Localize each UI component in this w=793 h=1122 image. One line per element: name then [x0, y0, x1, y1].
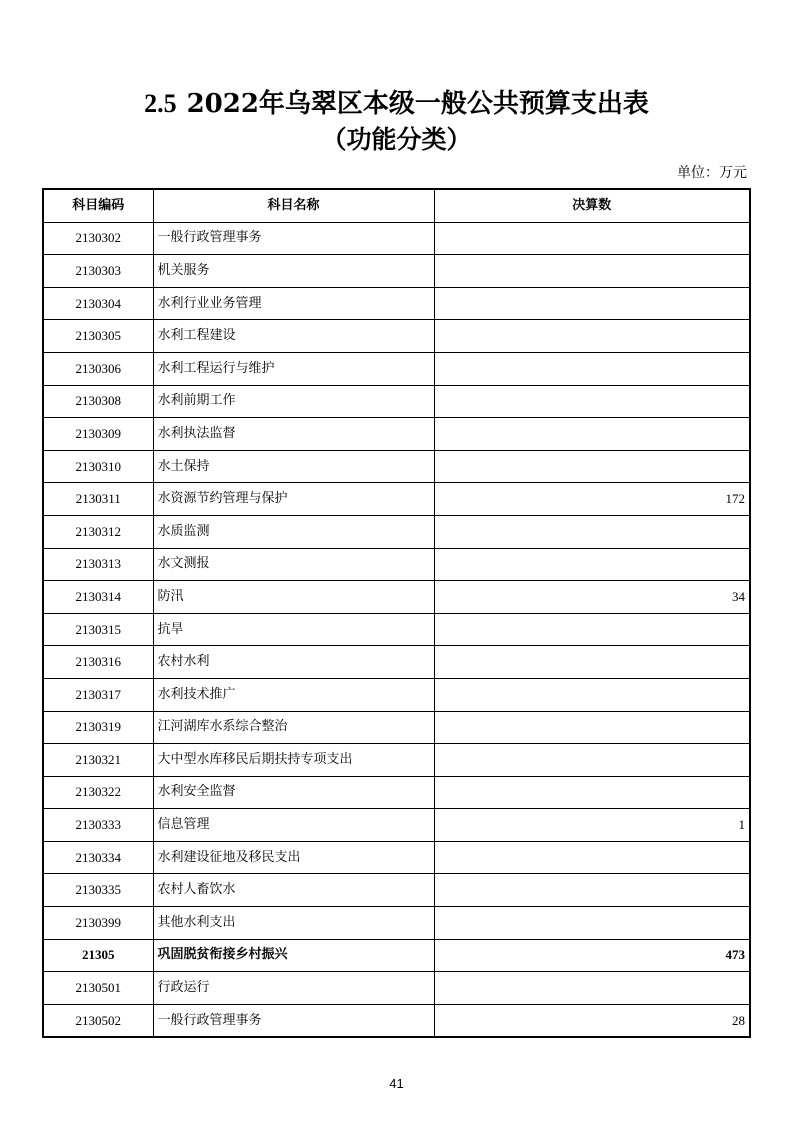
cell-amount	[434, 515, 750, 548]
table-row	[43, 222, 750, 255]
cell-amount	[434, 972, 750, 1005]
cell-amount	[434, 744, 750, 777]
table-row	[43, 352, 750, 385]
cell-code: 2130303	[43, 255, 153, 288]
table-row	[43, 320, 750, 353]
cell-amount	[434, 287, 750, 320]
cell-amount	[434, 255, 750, 288]
header-code: 科目编码	[43, 189, 153, 222]
table-row	[43, 841, 750, 874]
cell-name: 其他水利支出	[153, 907, 434, 940]
table-row	[43, 581, 750, 614]
cell-code: 2130305	[43, 320, 153, 353]
cell-amount: 172	[434, 483, 750, 516]
table-header-row	[43, 189, 750, 222]
cell-code: 2130309	[43, 418, 153, 451]
table-row	[43, 678, 750, 711]
table-row	[43, 418, 750, 451]
unit-label: 单位：万元	[677, 165, 747, 181]
cell-code: 2130502	[43, 1004, 153, 1037]
cell-code: 2130317	[43, 678, 153, 711]
cell-amount: 473	[434, 939, 750, 972]
cell-name: 信息管理	[153, 809, 434, 842]
cell-amount	[434, 678, 750, 711]
table-row	[43, 809, 750, 842]
cell-name: 机关服务	[153, 255, 434, 288]
cell-name: 江河湖库水系综合整治	[153, 711, 434, 744]
header-name: 科目名称	[153, 189, 434, 222]
cell-code: 2130304	[43, 287, 153, 320]
cell-name: 行政运行	[153, 972, 434, 1005]
page-subtitle: （功能分类）	[321, 125, 472, 154]
cell-name: 水利执法监督	[153, 418, 434, 451]
cell-name: 抗旱	[153, 613, 434, 646]
cell-amount	[434, 711, 750, 744]
table-row	[43, 483, 750, 516]
cell-code: 2130313	[43, 548, 153, 581]
cell-name: 一般行政管理事务	[153, 222, 434, 255]
cell-name: 大中型水库移民后期扶持专项支出	[153, 744, 434, 777]
table-row	[43, 711, 750, 744]
cell-amount	[434, 320, 750, 353]
cell-code: 2130312	[43, 515, 153, 548]
cell-amount	[434, 418, 750, 451]
cell-code: 2130399	[43, 907, 153, 940]
table-row	[43, 548, 750, 581]
cell-amount	[434, 450, 750, 483]
table-row	[43, 255, 750, 288]
cell-amount	[434, 352, 750, 385]
cell-code: 2130302	[43, 222, 153, 255]
cell-name: 水文测报	[153, 548, 434, 581]
cell-name: 水利工程建设	[153, 320, 434, 353]
title-number: 2.5	[144, 89, 177, 118]
cell-name: 水利行业业务管理	[153, 287, 434, 320]
cell-code: 2130314	[43, 581, 153, 614]
cell-name: 水利技术推广	[153, 678, 434, 711]
table-row	[43, 1004, 750, 1037]
cell-code: 2130316	[43, 646, 153, 679]
cell-name: 一般行政管理事务	[153, 1004, 434, 1037]
table-row	[43, 613, 750, 646]
cell-code: 2130334	[43, 841, 153, 874]
cell-code: 2130315	[43, 613, 153, 646]
cell-code: 2130321	[43, 744, 153, 777]
table-row	[43, 874, 750, 907]
cell-name: 农村人畜饮水	[153, 874, 434, 907]
cell-amount: 34	[434, 581, 750, 614]
cell-code: 2130310	[43, 450, 153, 483]
table-row	[43, 450, 750, 483]
table-row	[43, 646, 750, 679]
cell-code: 2130308	[43, 385, 153, 418]
table-row	[43, 385, 750, 418]
cell-code: 2130501	[43, 972, 153, 1005]
cell-name: 防汛	[153, 581, 434, 614]
cell-code: 2130335	[43, 874, 153, 907]
cell-amount	[434, 907, 750, 940]
table-row	[43, 744, 750, 777]
table-row	[43, 515, 750, 548]
table-row	[43, 939, 750, 972]
table-row	[43, 907, 750, 940]
cell-amount: 1	[434, 809, 750, 842]
cell-code: 2130333	[43, 809, 153, 842]
budget-table	[42, 188, 751, 1038]
cell-name: 水利安全监督	[153, 776, 434, 809]
cell-amount: 28	[434, 1004, 750, 1037]
cell-code: 2130322	[43, 776, 153, 809]
cell-code: 2130311	[43, 483, 153, 516]
cell-amount	[434, 548, 750, 581]
cell-amount	[434, 646, 750, 679]
cell-amount	[434, 874, 750, 907]
cell-name: 巩固脱贫衔接乡村振兴	[153, 939, 434, 972]
cell-name: 水资源节约管理与保护	[153, 483, 434, 516]
cell-code: 21305	[43, 939, 153, 972]
cell-name: 水利建设征地及移民支出	[153, 841, 434, 874]
table-body	[43, 222, 750, 1037]
table-row	[43, 776, 750, 809]
cell-amount	[434, 613, 750, 646]
cell-name: 水利工程运行与维护	[153, 352, 434, 385]
header-amount: 决算数	[434, 189, 750, 222]
cell-code: 2130319	[43, 711, 153, 744]
cell-name: 水利前期工作	[153, 385, 434, 418]
cell-amount	[434, 385, 750, 418]
cell-name: 水土保持	[153, 450, 434, 483]
title-text: 2022年乌翠区本级一般公共预算支出表	[186, 89, 649, 119]
page-number: 41	[389, 1076, 404, 1091]
cell-amount	[434, 776, 750, 809]
table-row	[43, 972, 750, 1005]
page-title	[0, 86, 793, 122]
cell-name: 水质监测	[153, 515, 434, 548]
table-row	[43, 287, 750, 320]
cell-code: 2130306	[43, 352, 153, 385]
cell-amount	[434, 841, 750, 874]
cell-name: 农村水利	[153, 646, 434, 679]
cell-amount	[434, 222, 750, 255]
